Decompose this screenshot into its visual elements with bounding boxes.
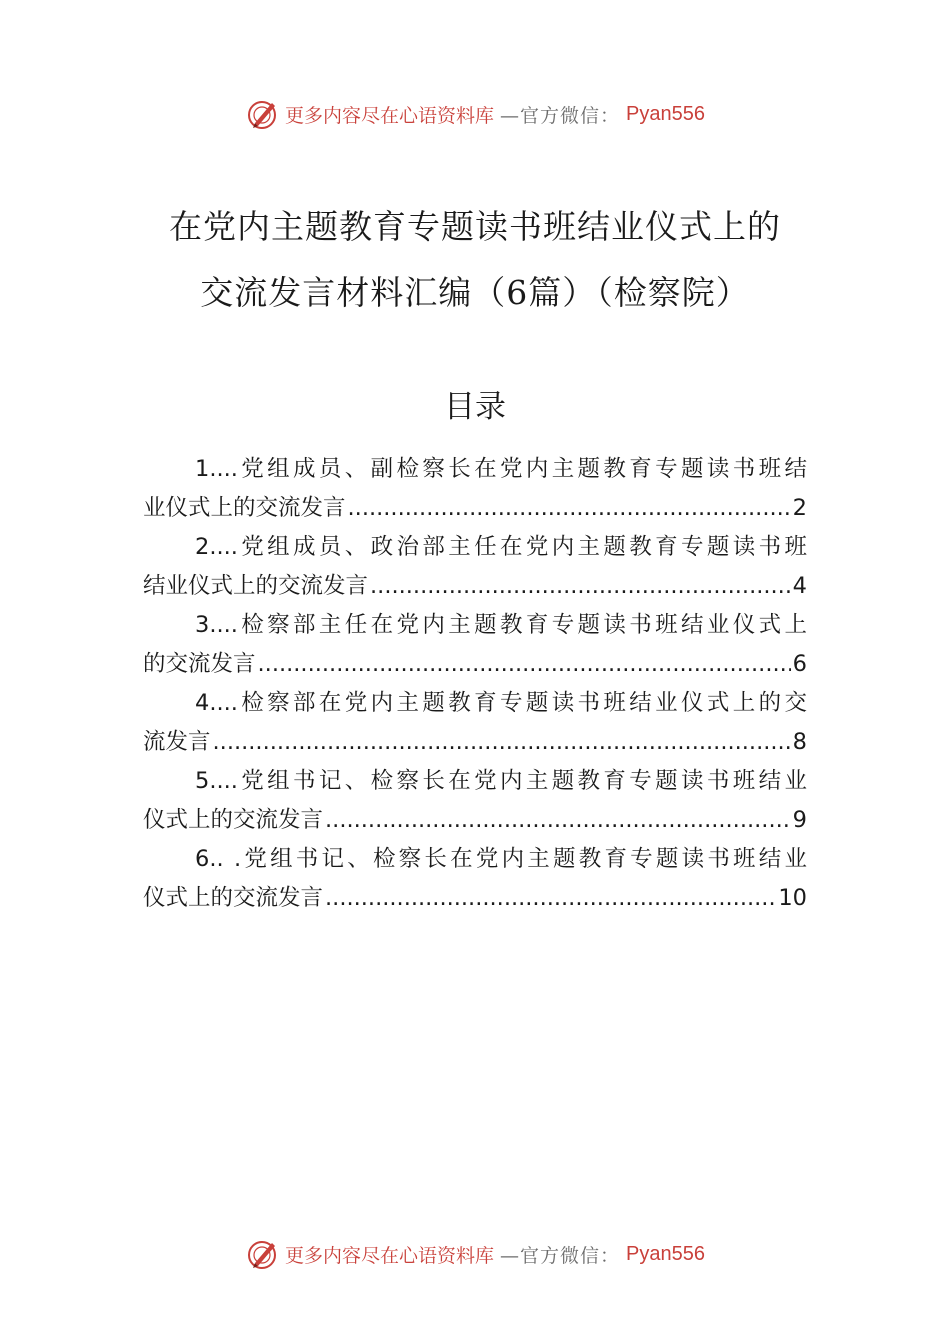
toc-entry-6[interactable] [143, 840, 807, 918]
toc-entry-text-cont: 流发言 [143, 729, 211, 755]
toc-entry-1[interactable] [143, 450, 807, 528]
toc-entry-2[interactable] [143, 528, 807, 606]
toc-entry-3[interactable] [143, 606, 807, 684]
toc-entry-text: 1....党组成员、副检察长在党内主题教育专题读书班结 [195, 456, 807, 482]
pen-circle-logo-icon [245, 97, 279, 131]
pen-circle-logo-icon [245, 1237, 279, 1271]
toc-page-number: 9 [792, 807, 807, 833]
toc-entry-continuation [143, 723, 807, 762]
toc-entry-text: 3....检察部主任在党内主题教育专题读书班结业仪式上 [195, 612, 807, 638]
watermark-wechat-label: —官方微信： [500, 104, 621, 127]
toc-entry-continuation [143, 567, 807, 606]
toc-entry-text: 5....党组书记、检察长在党内主题教育专题读书班结业 [195, 768, 807, 794]
toc-dot-leader [325, 801, 791, 840]
watermark-wechat-label: —官方微信： [500, 1244, 621, 1267]
footer-watermark [0, 1232, 950, 1276]
toc-dot-leader [348, 489, 791, 528]
toc-page-number: 4 [792, 573, 807, 599]
watermark-wechat-id: Pyan556 [626, 102, 705, 125]
toc-entry-text-cont: 仪式上的交流发言 [143, 885, 324, 911]
watermark-slogan: 更多内容尽在心语资料库 [285, 1244, 495, 1267]
toc-entry-4[interactable] [143, 684, 807, 762]
toc-entry-text-cont: 的交流发言 [143, 651, 256, 677]
toc-entry-5[interactable] [143, 762, 807, 840]
toc-entry-continuation [143, 645, 807, 684]
toc-page-number: 2 [792, 495, 807, 521]
document-title-line-1: 在党内主题教育专题读书班结业仪式上的 [169, 207, 781, 246]
watermark-slogan: 更多内容尽在心语资料库 [285, 104, 495, 127]
table-of-contents [143, 450, 807, 918]
toc-dot-leader [370, 567, 791, 606]
toc-entry-continuation [143, 879, 807, 918]
toc-entry-text-cont: 结业仪式上的交流发言 [143, 573, 369, 599]
toc-dot-leader [325, 879, 776, 918]
toc-page-number: 6 [792, 651, 807, 677]
document-title-line-2: 交流发言材料汇编（6篇）（检察院） [200, 273, 750, 312]
toc-page-number: 10 [778, 885, 807, 911]
toc-dot-leader [258, 645, 791, 684]
toc-entry-text: 4....检察部在党内主题教育专题读书班结业仪式上的交 [195, 690, 807, 716]
toc-entry-text: 6.. .党组书记、检察长在党内主题教育专题读书班结业 [195, 846, 807, 872]
toc-page-number: 8 [792, 729, 807, 755]
toc-heading: 目录 [444, 389, 506, 425]
toc-entry-text-cont: 仪式上的交流发言 [143, 807, 324, 833]
toc-entry-continuation [143, 489, 807, 528]
header-watermark [0, 92, 950, 136]
watermark-wechat-id: Pyan556 [626, 1242, 705, 1265]
toc-entry-text: 2....党组成员、政治部主任在党内主题教育专题读书班 [195, 534, 807, 560]
toc-dot-leader [213, 723, 791, 762]
toc-entry-continuation [143, 801, 807, 840]
toc-entry-text-cont: 业仪式上的交流发言 [143, 495, 346, 521]
